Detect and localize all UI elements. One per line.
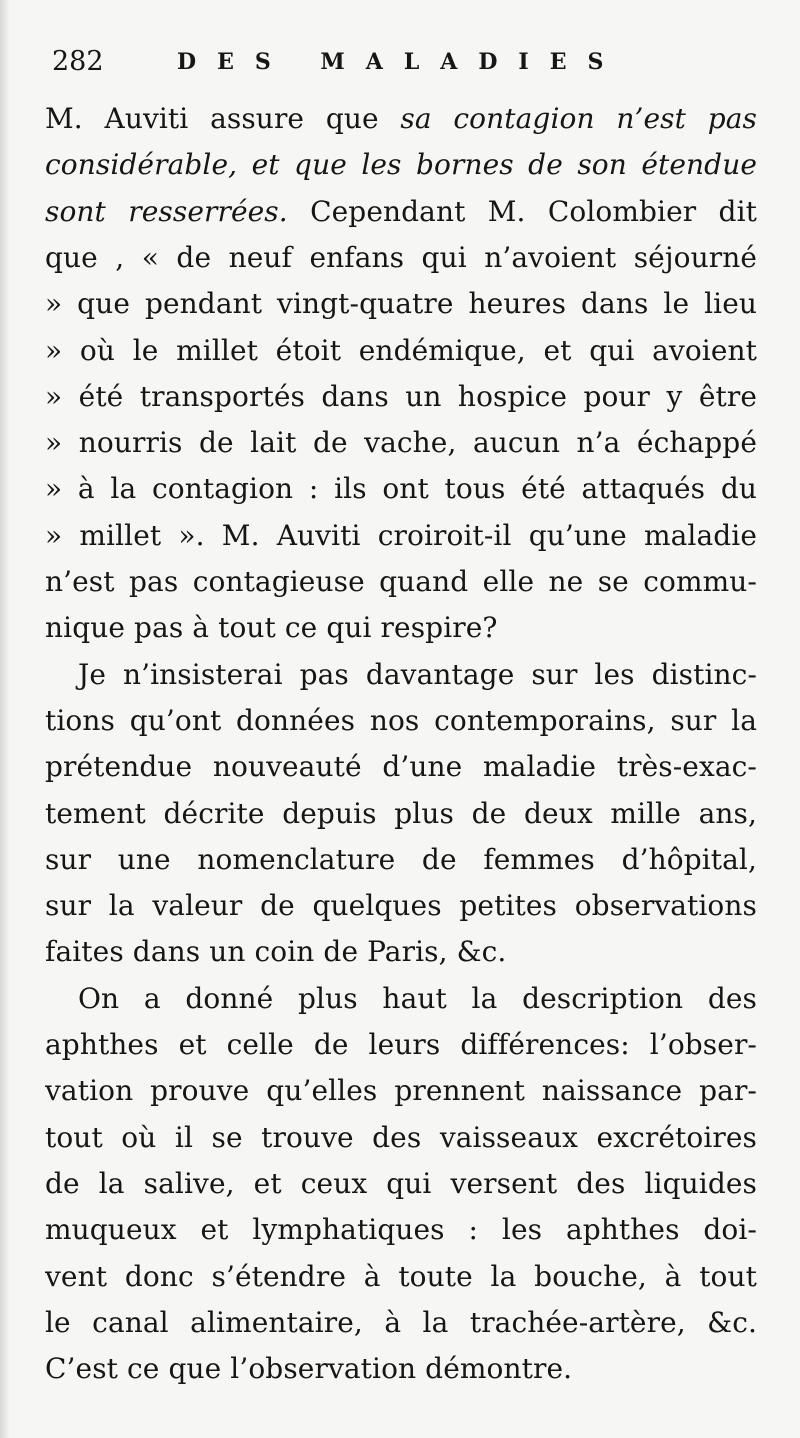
text-line [45, 281, 757, 327]
text-run: tement décrite depuis plus de deux mille ans, [45, 796, 757, 830]
text-run: C’est ce que l’observation démontre. [45, 1352, 573, 1386]
text-line [45, 605, 757, 651]
text-line [45, 1254, 757, 1300]
text-line [45, 328, 757, 374]
text-line [45, 189, 757, 235]
text-line [45, 466, 757, 512]
running-head [52, 40, 752, 84]
text-run: » nourris de lait de vache, aucun n’a échappé [45, 426, 757, 460]
text-line [45, 513, 757, 559]
text-line [45, 374, 757, 420]
page-number: 282 [52, 46, 104, 77]
text-run: » été transportés dans un hospice pour y être [45, 379, 757, 413]
italic-text: considérable, et que les bornes de son étendue [45, 148, 757, 182]
text-run: aphthes et celle de leurs différences: l’obser- [45, 1028, 757, 1061]
text-line [45, 420, 757, 466]
text-line [45, 235, 757, 281]
text-run: prétendue nouveauté d’une maladie très-exac- [45, 750, 757, 784]
text-line [45, 1022, 757, 1068]
page-edge-shadow [0, 0, 10, 1438]
text-line [45, 559, 757, 605]
text-run: » à la contagion : ils ont tous été attaqués du [45, 472, 757, 506]
text-line [45, 883, 757, 929]
text-line [45, 1068, 757, 1114]
italic-text: sa contagion n’est pas [400, 102, 757, 135]
text-line [45, 1115, 757, 1161]
text-run: muqueux et lymphatiques : les aphthes doi- [45, 1213, 757, 1247]
text-run: » où le millet étoit endémique, et qui avoient [45, 333, 757, 367]
text-line [45, 96, 757, 142]
text-run: vation prouve qu’elles prennent naissance par- [45, 1074, 757, 1108]
text-run: vent donc s’étendre à toute la bouche, à tout [45, 1259, 757, 1293]
text-line [45, 142, 757, 188]
text-run: sur une nomenclature de femmes d’hôpital, [45, 842, 757, 876]
text-run: Cependant M. Colombier dit [287, 194, 757, 228]
text-line [45, 698, 757, 744]
text-run: » millet ». M. Auviti croiroit-il qu’une maladie [45, 518, 757, 552]
text-run: que , « de neuf enfans qui n’avoient séjourné [45, 240, 757, 274]
text-run: tions qu’ont données nos contemporains, sur la [45, 703, 757, 737]
text-line [45, 652, 757, 698]
text-run: tout où il se trouve des vaisseaux excrétoires [45, 1120, 757, 1154]
text-run: n’est pas contagieuse quand elle ne se commu- [45, 565, 757, 598]
text-line [45, 976, 757, 1022]
text-line [45, 1207, 757, 1253]
text-line [45, 791, 757, 837]
text-run: sur la valeur de quelques petites observations [45, 889, 757, 923]
text-line [45, 744, 757, 790]
text-run: Je n’insisterai pas davantage sur les distinc- [78, 657, 757, 691]
text-line [45, 1161, 757, 1207]
text-run: nique pas à tout ce qui respire? [45, 611, 498, 645]
text-line [45, 929, 757, 975]
text-run: faites dans un coin de Paris, &c. [45, 935, 507, 969]
text-run: » que pendant vingt-quatre heures dans le lieu [45, 287, 757, 321]
text-run: de la salive, et ceux qui versent des liquides [45, 1166, 757, 1200]
text-run: On a donné plus haut la description des [78, 981, 757, 1015]
text-line [45, 837, 757, 883]
text-line [45, 1346, 757, 1392]
italic-text: sont resserrées. [45, 194, 288, 228]
text-line [45, 1300, 757, 1346]
running-title: DES MALADIES [177, 49, 625, 75]
text-run: M. Auviti assure que [45, 102, 401, 135]
text-run: le canal alimentaire, à la trachée-artère, &c. [45, 1305, 757, 1339]
